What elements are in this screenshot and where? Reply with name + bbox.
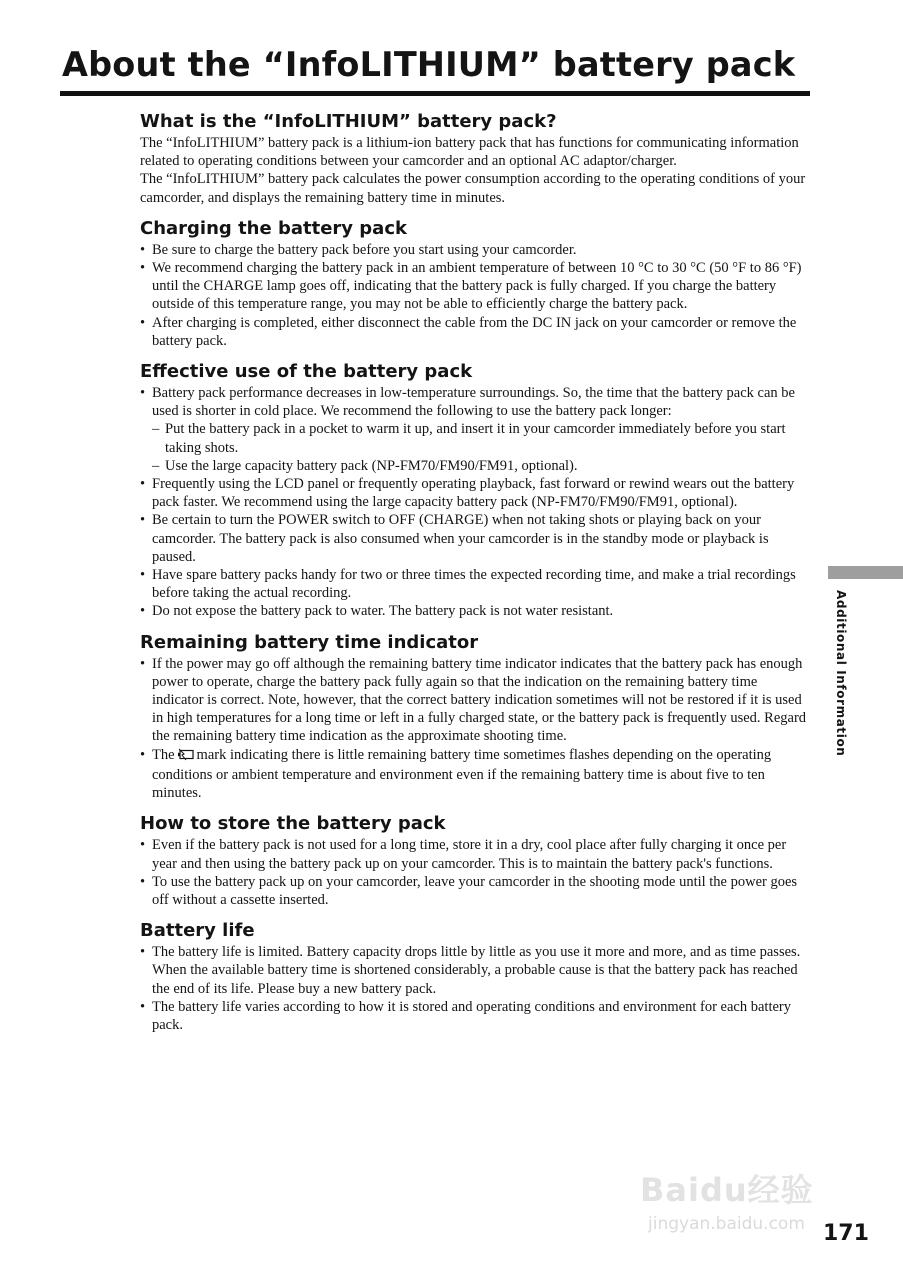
section-heading: Remaining battery time indicator (140, 631, 479, 653)
sub-list-item-text: Put the battery pack in a pocket to warm it up, and insert it in your camcorder immediately before you start taking shots. (165, 421, 786, 456)
list-item-text: Have spare battery packs handy for two or three times the expected recording time, and make a trial recordings before taking the actual recording. (152, 567, 796, 602)
bullet: • (140, 837, 146, 854)
list-item-text: After charging is completed, either disconnect the cable from the DC IN jack on your camcorder or remove the battery pack. (152, 314, 797, 349)
list-item (140, 746, 812, 803)
section-heading: Battery life (140, 920, 255, 942)
list-item (140, 602, 812, 620)
sub-list-item (140, 457, 812, 475)
watermark-url: jingyan.baidu.com (648, 1214, 805, 1234)
bullet: • (140, 241, 146, 258)
bullet: • (140, 314, 146, 331)
list-item (140, 943, 812, 998)
list-item-text: The battery life is limited. Battery capacity drops little by little as you use it more and more, and as time passes. When the available battery time is shortened considerably, a probable cause is that the battery pack has reached the end of its life. Please buy a new battery pack. (152, 944, 801, 997)
list-item (140, 511, 812, 566)
section-heading: How to store the battery pack (140, 813, 446, 835)
list-item-text: The battery life varies according to how it is stored and operating conditions and environment for each battery pack. (152, 998, 791, 1033)
dash: – (152, 457, 160, 474)
bullet: • (140, 944, 146, 961)
section-storage (140, 812, 812, 909)
section-remaining-time (140, 631, 812, 803)
list-item (140, 998, 812, 1034)
page-title: About the “InfoLITHIUM” battery pack (62, 45, 796, 84)
paragraph: The “InfoLITHIUM” battery pack calculates the power consumption according to the operating conditions of your camcorder, and displays the remaining battery time in minutes. (140, 171, 806, 206)
list-item-text-start: The (152, 746, 175, 763)
section-what-is (140, 110, 812, 207)
bullet: • (140, 603, 146, 620)
section-heading: Effective use of the battery pack (140, 361, 473, 383)
bullet: • (140, 998, 146, 1015)
paragraph: The “InfoLITHIUM” battery pack is a lithium-ion battery pack that has functions for communicating information related to operating conditions between your camcorder and an optional AC adaptor/charger. (140, 135, 799, 170)
list-item-text: Do not expose the battery pack to water. The battery pack is not water resistant. (152, 603, 614, 620)
list-item (140, 566, 812, 602)
sidebar-section-label: Additional Information (834, 590, 848, 757)
title-rule (60, 91, 810, 96)
list-item (140, 314, 812, 350)
bullet: • (140, 746, 146, 763)
watermark-logo: Baidu经验 (640, 1171, 814, 1209)
list-item-text: Even if the battery pack is not used for a long time, store it in a dry, cool place after fully charging it once per year and then using the battery pack up on your camcorder. This is to maintain the battery pack's functions. (152, 837, 787, 872)
battery-low-icon (177, 748, 195, 766)
list-item-text: Battery pack performance decreases in low-temperature surroundings. So, the time that the battery pack can be used is shorter in cold place. We recommend the following to use the battery pack longer: (152, 385, 795, 420)
list-item-text: Frequently using the LCD panel or frequently operating playback, fast forward or rewind wears out the battery pack faster. We recommend using the large capacity battery pack (NP-FM70/FM90/FM91, optional). (152, 476, 795, 511)
bullet: • (140, 476, 146, 493)
section-heading: What is the “InfoLITHIUM” battery pack? (140, 111, 557, 132)
list-item-text: To use the battery pack up on your camcorder, leave your camcorder in the shooting mode until the power goes off without a cassette inserted. (152, 873, 798, 908)
list-item (140, 241, 812, 259)
bullet: • (140, 260, 146, 277)
main-content (140, 110, 812, 1044)
list-item (140, 475, 812, 511)
list-item (140, 836, 812, 872)
bullet: • (140, 655, 146, 672)
list-item (140, 655, 812, 746)
sub-list-item (140, 420, 812, 456)
bullet: • (140, 873, 146, 890)
section-effective-use (140, 360, 812, 621)
bullet: • (140, 385, 146, 402)
dash: – (152, 421, 160, 438)
section-tab-marker (828, 566, 903, 579)
list-item-text: Be sure to charge the battery pack before you start using your camcorder. (152, 241, 577, 258)
bullet: • (140, 512, 146, 529)
list-item-text: If the power may go off although the remaining battery time indicator indicates that the battery pack has enough power to operate, charge the battery pack fully again so that the indication on the remaining battery time indicator is correct. Note, however, that the correct battery indication sometimes will not be restored if it is used in high temperatures for a long time or left in a fully charged state, or the battery pack is frequently used. Regard the remaining battery time indication as the approximate shooting time. (152, 655, 807, 745)
list-item-text-end: mark indicating there is little remaining battery time sometimes flashes depending on the operating conditions or ambient temperature and environment even if the remaining battery time is about five to ten minutes. (152, 746, 772, 802)
list-item (140, 259, 812, 314)
list-item (140, 873, 812, 909)
page-number: 171 (823, 1221, 869, 1246)
list-item-text: Be certain to turn the POWER switch to OFF (CHARGE) when not taking shots or playing back on your camcorder. The battery pack is also consumed when your camcorder is in the standby mode or playback is paused. (152, 512, 769, 565)
list-item-text: We recommend charging the battery pack in an ambient temperature of between 10 °C to 30 °C (50 °F to 86 °F) until the CHARGE lamp goes off, indicating that the battery pack is fully charged. If you charge the battery outside of this temperature range, you may not be able to efficiently charge the battery pack. (152, 260, 802, 313)
section-battery-life (140, 919, 812, 1034)
section-charging (140, 217, 812, 350)
bullet: • (140, 567, 146, 584)
sub-list-item-text: Use the large capacity battery pack (NP-FM70/FM90/FM91, optional). (165, 457, 578, 474)
section-heading: Charging the battery pack (140, 217, 407, 239)
list-item (140, 384, 812, 420)
